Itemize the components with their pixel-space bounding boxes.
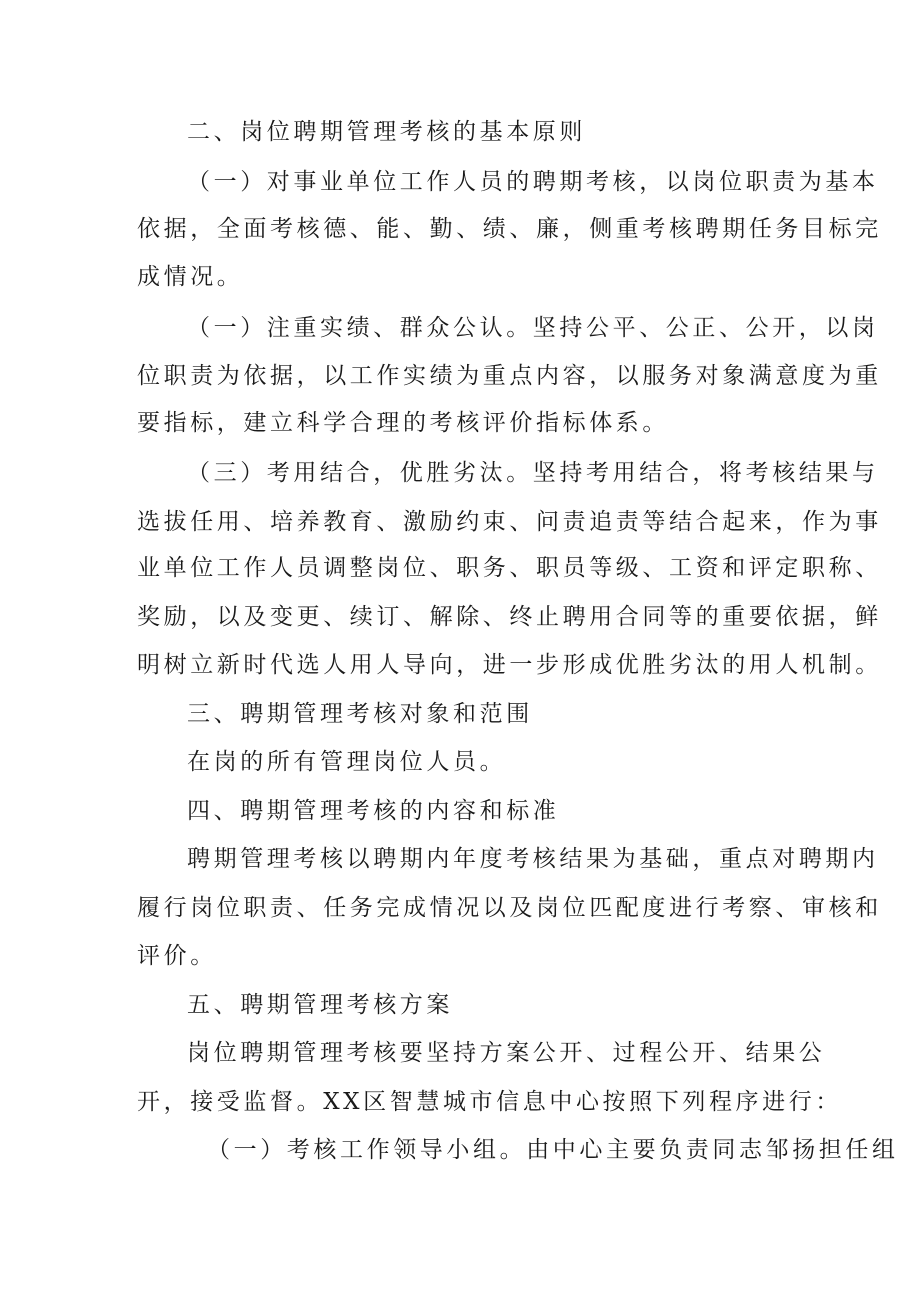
paragraph-line: （一）对事业单位工作人员的聘期考核，以岗位职责为基本 bbox=[187, 169, 879, 195]
paragraph-line: 履行岗位职责、任务完成情况以及岗位匹配度进行考察、审核和 bbox=[137, 895, 882, 921]
paragraph-line: 开，接受监督。XX区智慧城市信息中心按照下列程序进行： bbox=[137, 1089, 842, 1115]
paragraph-line: 聘期管理考核以聘期内年度考核结果为基础，重点对聘期内 bbox=[187, 846, 879, 872]
paragraph-line: （三）考用结合，优胜劣汰。坚持考用结合，将考核结果与 bbox=[187, 460, 879, 486]
paragraph-line: 选拔任用、培养教育、激励约束、问责追责等结合起来，作为事 bbox=[137, 509, 882, 535]
section-heading-content: 四、聘期管理考核的内容和标准 bbox=[187, 798, 560, 824]
paragraph-line: 成情况。 bbox=[137, 264, 244, 290]
paragraph-line: 依据，全面考核德、能、勤、绩、廉，侧重考核聘期任务目标完 bbox=[137, 216, 882, 242]
paragraph-line: 奖励，以及变更、续订、解除、终止聘用合同等的重要依据，鲜 bbox=[137, 604, 882, 630]
paragraph-line: 评价。 bbox=[137, 943, 217, 969]
paragraph-line: 位职责为依据，以工作实绩为重点内容，以服务对象满意度为重 bbox=[137, 363, 882, 389]
section-heading-principles: 二、岗位聘期管理考核的基本原则 bbox=[187, 119, 586, 145]
paragraph-line: （一）注重实绩、群众公认。坚持公平、公正、公开，以岗 bbox=[187, 315, 879, 341]
paragraph-line: 业单位工作人员调整岗位、职务、职员等级、工资和评定职称、 bbox=[137, 555, 882, 581]
paragraph-line: 要指标，建立科学合理的考核评价指标体系。 bbox=[137, 410, 669, 436]
paragraph-line: （一）考核工作领导小组。由中心主要负责同志邹扬担任组 bbox=[207, 1137, 899, 1163]
paragraph-line: 岗位聘期管理考核要坚持方案公开、过程公开、结果公 bbox=[187, 1040, 826, 1066]
paragraph-line: 明树立新时代选人用人导向，进一步形成优胜劣汰的用人机制。 bbox=[137, 652, 882, 678]
section-heading-scope: 三、聘期管理考核对象和范围 bbox=[187, 701, 533, 727]
paragraph-line: 在岗的所有管理岗位人员。 bbox=[187, 749, 507, 775]
section-heading-plan: 五、聘期管理考核方案 bbox=[187, 992, 453, 1018]
